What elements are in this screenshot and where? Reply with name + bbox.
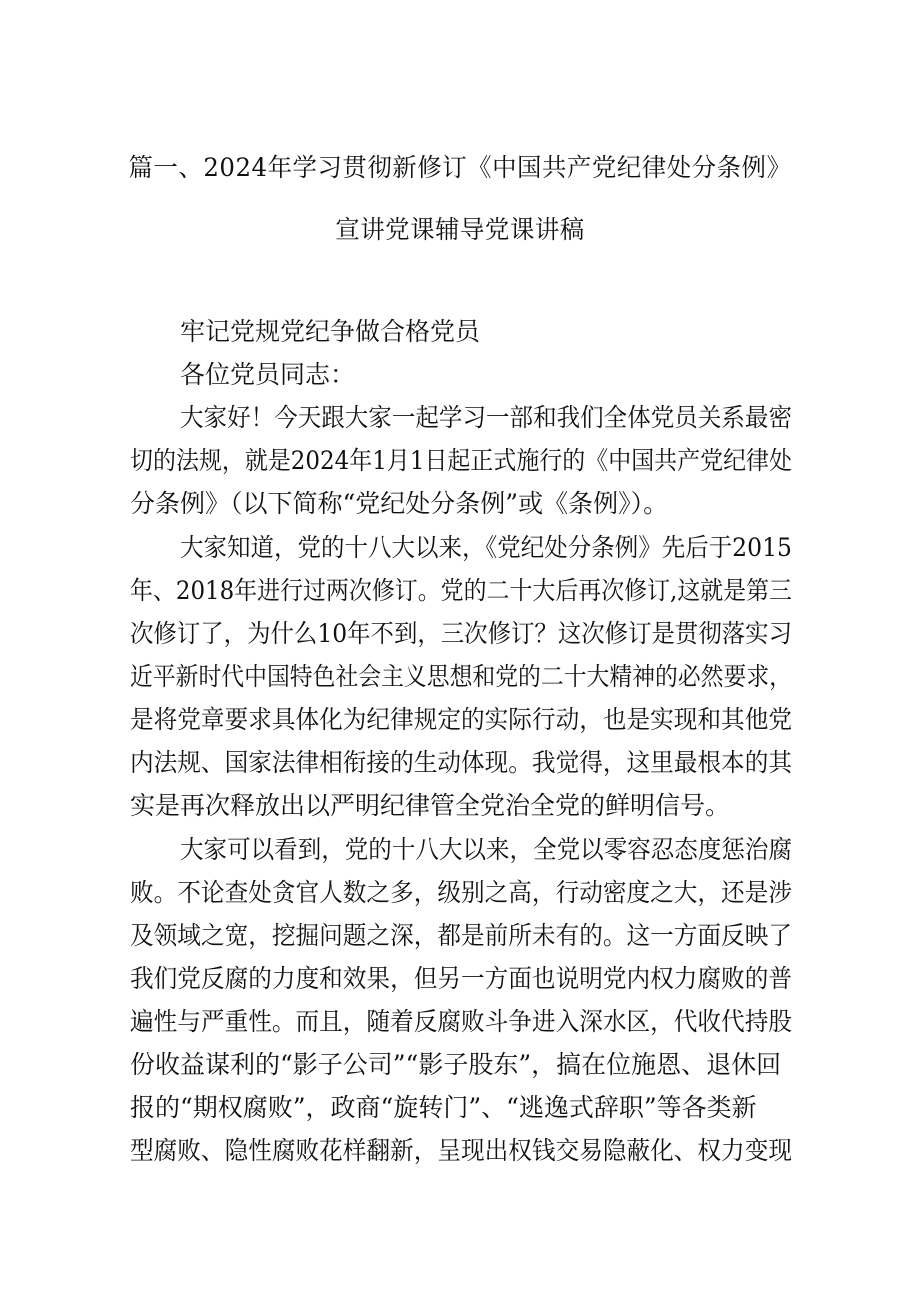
paragraph-2-line: 实是再次释放出以严明纪律管全党治全党的鲜明信号。 — [130, 791, 731, 820]
paragraph-3-line: 份收益谋利的“影子公司”“影子股东”，搞在位施恩、退休回 — [130, 1050, 782, 1079]
paragraph-1-line: 大家好！今天跟大家一起学习一部和我们全体党员关系最密 — [180, 403, 792, 432]
paragraph-2-line: 是将党章要求具体化为纪律规定的实际行动，也是实现和其他党 — [130, 705, 792, 734]
paragraph-3-line: 大家可以看到，党的十八大以来，全党以零容忍态度惩治腐 — [180, 835, 792, 864]
paragraph-1-line: 切的法规，就是2024年1月1日起正式施行的《中国共产党纪律处 — [130, 446, 792, 475]
document-title-line-2: 宣讲党课辅导党课讲稿 — [335, 215, 585, 244]
speech-subtitle: 牢记党规党纪争做合格党员 — [180, 317, 481, 346]
paragraph-2-line: 近平新时代中国特色社会主义思想和党的二十大精神的必然要求， — [130, 662, 792, 691]
document-title-line-1: 篇一、2024年学习贯彻新修订《中国共产党纪律处分条例》 — [128, 153, 792, 182]
paragraph-3-line: 及领域之宽，挖掘问题之深，都是前所未有的。这一方面反映了 — [130, 921, 792, 950]
paragraph-2-line: 大家知道，党的十八大以来，《党纪处分条例》先后于2015 — [180, 533, 792, 562]
paragraph-1-line: 分条例》（以下简称“党纪处分条例”或《条例》）。 — [130, 489, 669, 518]
paragraph-3-line: 败。不论查处贪官人数之多，级别之高，行动密度之大，还是涉 — [130, 878, 792, 907]
paragraph-2-line: 次修订了，为什么10年不到，三次修订？这次修订是贯彻落实习 — [130, 619, 792, 648]
salutation: 各位党员同志： — [180, 360, 356, 389]
paragraph-2-line: 年、2018年进行过两次修订。党的二十大后再次修订,这就是第三 — [130, 576, 792, 605]
paragraph-3-line: 报的“期权腐败”，政商“旋转门”、“逃逸式辞职”等各类新 — [130, 1093, 757, 1122]
paragraph-3-line: 遍性与严重性。而且，随着反腐败斗争进入深水区，代收代持股 — [130, 1007, 792, 1036]
paragraph-2-line: 内法规、国家法律相衔接的生动体现。我觉得，这里最根本的其 — [130, 748, 792, 777]
paragraph-3-line: 型腐败、隐性腐败花样翻新，呈现出权钱交易隐蔽化、权力变现 — [130, 1136, 792, 1165]
paragraph-3-line: 我们党反腐的力度和效果，但另一方面也说明党内权力腐败的普 — [130, 964, 792, 993]
